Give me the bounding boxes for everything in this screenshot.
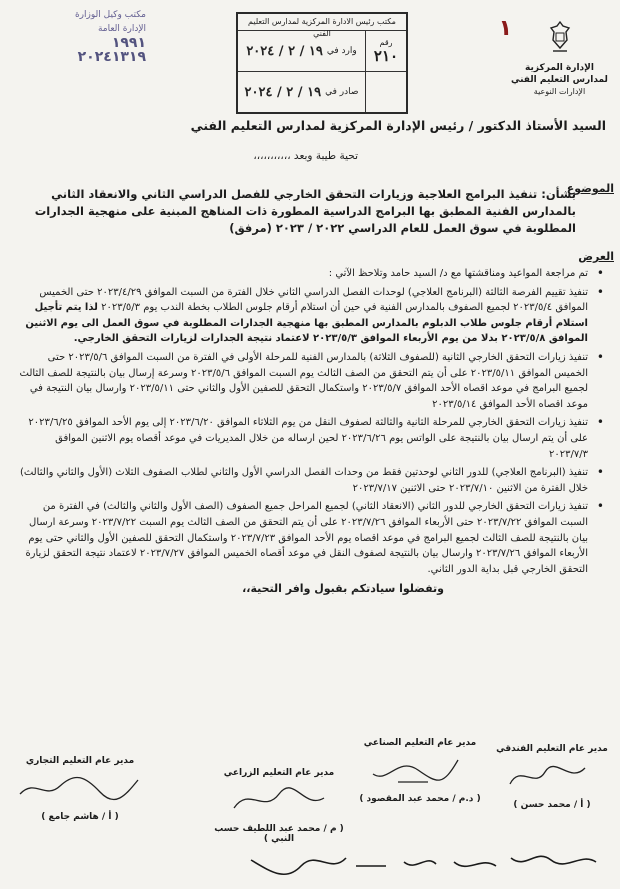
paragraph-intro: • تم مراجعة المواعيد ومناقشتها مع د/ السيد حامد وتلاحظ الآتي :	[18, 266, 604, 282]
signature-agriculture	[204, 768, 354, 844]
registry-number-value: ٢١٠	[373, 46, 399, 65]
addressee: السيد الأستاذ الدكتور / رئيس الإدارة المركزية لمدارس التعليم الفني	[190, 118, 606, 133]
closing-line: وتفضلوا سيادتكم بقبول وافر التحية،،	[242, 582, 444, 596]
signature-commercial	[10, 756, 150, 822]
subject-label: الموضوع	[566, 182, 614, 195]
signature-role: مدير عام التعليم الصناعي	[363, 738, 477, 748]
paragraph-remedial-1	[18, 285, 604, 347]
ministry-header	[507, 20, 612, 97]
signature-area	[0, 738, 620, 844]
ministry-line2: الإدارات النوعية	[533, 87, 586, 96]
registry-outgoing-row	[238, 72, 406, 112]
registry-outgoing-date: ١٩ / ٢ / ٢٠٢٤	[244, 84, 322, 100]
signature-name: ( أ / هاشم جامع )	[41, 812, 119, 822]
handwritten-note	[236, 844, 606, 884]
paragraph-remedial-1-highlight: لذا يتم تأجيل استلام أرقام جلوس طلاب الدبلوم بالمدارس المطبق بها منهجية الجدارات المطلوبة في سوق العمل الى يوم الاثنين الموافق ٢٠٢٣/٥/٨ بدلا من يوم الأربعاء الموافق ٢٠٢٣/٥/٣ لاعتماد نتيجة الجدارات لزيارات التحقق الخارجي.	[25, 302, 588, 345]
subject-text: بشأن: تنفيذ البرامج العلاجية وزيارات التحقق الخارجي للفصل الدراسي الثاني والانعقاد الثاني بالمدارس الفنية المطبق بها البرامج الدراسية المطورة ذات المناهج المبنية على منهجية الجدارات المطلوبة في سوق العمل للعام الدراسي ٢٠٢٢ / ٢٠٢٣ (مرفق)	[34, 187, 576, 235]
paragraph-remedial-1-text: تنفيذ تقييم الفرصة الثالثة (البرنامج العلاجي) لوحدات الفصل الدراسي الثاني خلال الفترة من السبت الموافق ٢٠٢٣/٤/٢٩ حتى الخميس الموافق ٢٠٢٣/٥/٤ لجميع الصفوف بالمدارس الفنية في حين أن استلام أرقام جلوس الطلاب بخطة الندب يوم ٢٠٢٣/٥/٣	[39, 286, 588, 314]
paragraph-verification-second-round: • تنفيذ زيارات التحقق الخارجي للدور الثاني (الانعقاد الثاني) لجميع المراحل جميع الصفوف (الصف الأول والثاني والثالث) في الفترة من السبت الموافق ٢٠٢٣/٧/٢٢ حتى الأربعاء الموافق ٢٠٢٣/٧/٢٦ على أن يتم التحقق من الصف الثالث يوم السبت ٢٠٢٣/٧/٢٢ وسرعة ارسال بيان بالنتيجة للصف الثالث لجميع البرامج في موعد اقصاه يوم الأحد الموافق ٢٠٢٣/٧/٢٣ واستكمال التحقق للصفين الأول والثاني حتى يوم الأربعاء الموافق ٢٠٢٣/٧/٢٦ وارسال بيان بالنتيجة لصفوف النقل في موعد أقصاه الخميس الموافق ٢٠٢٣/٧/٢٧ لاعتماد نتيجة التحقق لزيارة التحقق الخارجي قبل بداية الدور الثاني.	[18, 499, 604, 577]
signature-name: ( د.م / محمد عبد المقصود )	[359, 794, 481, 804]
ministry-line1: الإدارة المركزية لمدارس التعليم الفني	[511, 63, 608, 85]
faded-stamp-line3: ١٩٩١	[111, 35, 146, 51]
handwritten-signature-icon	[10, 766, 150, 808]
handwritten-signature-icon	[358, 748, 482, 790]
faded-stamp	[16, 8, 146, 64]
faded-stamp-line2: الإدارة العامة	[97, 24, 146, 34]
signature-role: مدير عام التعليم الفندقي	[496, 744, 608, 754]
body-label: العرض	[578, 250, 614, 263]
signature-hotel	[490, 744, 614, 810]
signature-role: مدير عام التعليم التجاري	[25, 756, 135, 766]
registry-stamp-title: مكتب رئيس الادارة المركزية لمدارس التعليم الفني	[238, 14, 406, 31]
signature-role: مدير عام التعليم الزراعي	[223, 768, 335, 778]
faded-stamp-number: ٢٠٢٤١٣١٩	[77, 49, 146, 65]
registry-incoming-date-cell	[238, 31, 365, 71]
signature-industrial	[358, 738, 482, 804]
registry-incoming-row	[238, 31, 406, 72]
paragraph-verification-2: • تنفيذ زيارات التحقق الخارجي الثانية (للصفوف الثلاثة) بالمدارس الفنية للمرحلة الأولى في الفترة من السبت الموافق ٢٠٢٣/٥/٦ حتى الخميس الموافق ٢٠٢٣/٥/١١ على أن يتم التحقق من الصف الثالث يوم السبت الموافق ٢٠٢٣/٥/٦ وسرعة إرسال بيان بالنتيجة للصف الثالث لجميع البرامج في موعد اقصاه الأحد الموافق ٢٠٢٣/٥/٧ واستكمال التحقق للصفين الأول والثاني حتى ٢٠٢٣/٥/١١ وارسال بيان النتيجة في موعد اقصاه الأحد الموافق ٢٠٢٣/٥/١٤	[18, 350, 604, 412]
faded-stamp-line1: مكتب وكيل الوزارة	[74, 10, 146, 20]
registry-outgoing-date-label: صادر في	[325, 87, 359, 97]
signature-name: ( م / محمد عبد اللطيف حسب النبي )	[214, 824, 344, 844]
registry-incoming-date: ١٩ / ٢ / ٢٠٢٤	[246, 43, 323, 59]
registry-empty-cell	[365, 72, 406, 112]
registry-number-label: رقم	[379, 37, 393, 47]
handwritten-signature-icon	[204, 778, 354, 820]
signature-name: ( أ / محمد حسن )	[513, 800, 591, 810]
paragraph-remedial-second-round: • تنفيذ (البرنامج العلاجي) للدور الثاني لوحدتين فقط من وحدات الفصل الدراسي الأول والثاني لطلاب الصفوف الثلاث (الأول والثاني والثالث) خلال الفترة من الاثنين ٢٠٢٣/٧/١٠ حتى الاثنين ٢٠٢٣/٧/١٧	[18, 465, 604, 496]
eagle-emblem-icon	[547, 20, 573, 54]
handwritten-signature-icon	[490, 754, 614, 796]
greeting: تحية طيبة وبعد ،،،،،،،،،،،	[253, 150, 358, 162]
registry-incoming-date-label: وارد في	[326, 46, 357, 56]
registry-number-cell	[365, 31, 406, 71]
registry-stamp	[236, 12, 408, 114]
paragraph-verification-3: • تنفيذ زيارات التحقق الخارجي للمرحلة الثانية والثالثة لصفوف النقل من يوم الثلاثاء الموافق ٢٠٢٣/٦/٢٠ إلى يوم الأحد الموافق ٢٠٢٣/٦/٢٥ على أن يتم ارسال بيان بالنتيجة على الواتس يوم ٢٠٢٣/٦/٢٦ لحين ارساله من خلال المديريات في موعد أقصاه يوم الاثنين الموافق ٢٠٢٣/٧/٣	[18, 415, 604, 462]
issuer-number: ١	[498, 16, 512, 41]
memo-body	[18, 266, 604, 597]
registry-outgoing-date-cell	[238, 72, 365, 112]
